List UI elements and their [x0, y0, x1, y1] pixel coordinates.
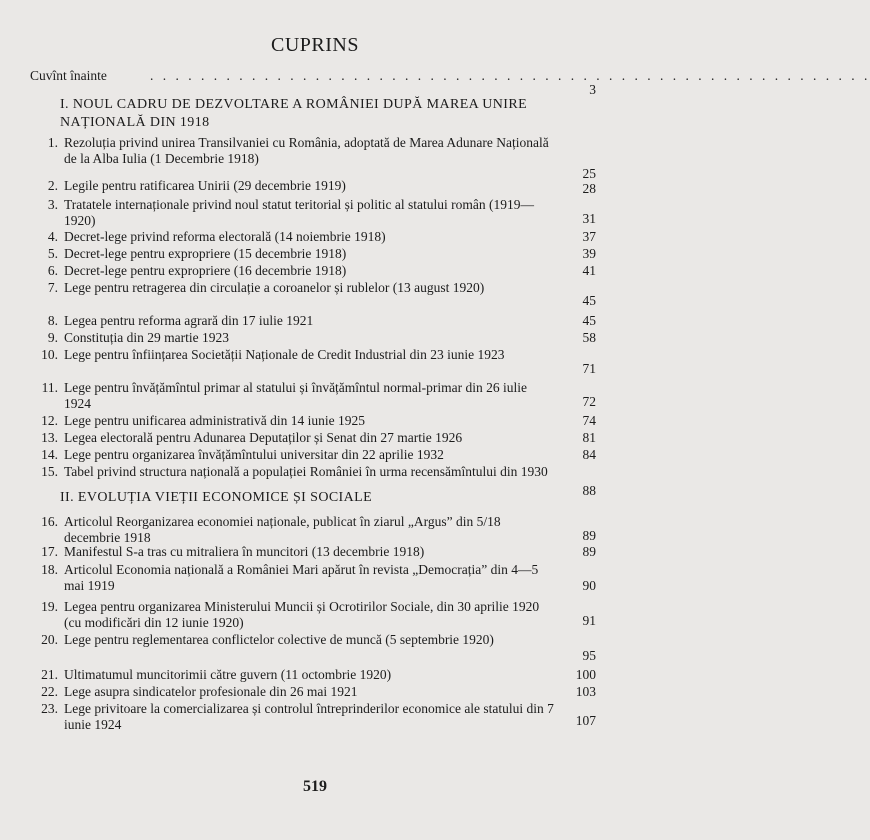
entry-number: 5. [47, 246, 58, 261]
entry-number: 21. [41, 667, 58, 682]
entry-page-number: 58 [582, 330, 596, 345]
entry-title: Legea pentru organizarea Ministerului Muncii și Ocrotirilor Sociale, din 30 aprilie 1920 (cu modificări din 12 iunie 1920) [64, 599, 540, 630]
entry-page-number: 84 [582, 447, 596, 462]
entry-number: 23. [41, 701, 58, 716]
entry-number: 20. [41, 632, 58, 647]
entry-title: Lege pentru înființarea Societății Naționale de Credit Industrial din 23 iunie 1923 [64, 347, 505, 362]
entry-number: 4. [47, 229, 58, 244]
entry-page-number: 89 [582, 544, 596, 559]
entry-number: 17. [41, 544, 58, 559]
entry-number: 22. [41, 684, 58, 699]
entry-page-number: 89 [582, 528, 596, 543]
entry-title: Lege pentru organizarea învățămîntului universitar din 22 aprilie 1932 [64, 447, 444, 462]
entry-number: 1. [47, 135, 58, 150]
entry-title: Legile pentru ratificarea Unirii (29 decembrie 1919) [64, 178, 346, 193]
entry-title: Lege asupra sindicatelor profesionale din 26 mai 1921 [64, 684, 358, 699]
entry-number: 13. [41, 430, 58, 445]
entry-title: Lege privitoare la comercializarea și controlul întreprinderilor economice ale statului din 7 iunie 1924 [64, 701, 554, 732]
entry-title: Ultimatumul muncitorimii către guvern (11 octombrie 1920) [64, 667, 392, 682]
entry-number: 7. [47, 280, 58, 295]
entry-number: 10. [41, 347, 58, 362]
entry-page-number: 91 [582, 613, 596, 628]
entry-page-number: 103 [575, 684, 596, 699]
entry-number: 3. [47, 197, 58, 212]
intro-entry [30, 68, 870, 97]
entry-number: 9. [47, 330, 58, 345]
entry-page-number: 37 [582, 229, 596, 244]
entry-page-number: 25 [582, 166, 596, 181]
intro-page-number: 3 [589, 82, 596, 97]
entry-number: 19. [41, 599, 58, 614]
entry-page-number: 41 [582, 263, 596, 278]
entry-title: Articolul Reorganizarea economiei naționale, publicat în ziarul „Argus” din 5/18 decembrie 1918 [64, 514, 501, 545]
entry-title: Legea pentru reforma agrară din 17 iulie 1921 [64, 313, 314, 328]
entry-number: 16. [41, 514, 58, 529]
entry-title: Manifestul S-a tras cu mitraliera în muncitori (13 decembrie 1918) [64, 544, 425, 559]
entry-number: 15. [41, 464, 58, 479]
entry-title: Articolul Economia națională a României Mari apărut în revista „Democrația” din 4—5 mai 1919 [64, 562, 539, 593]
entry-page-number: 45 [582, 313, 596, 328]
entry-page-number: 90 [582, 578, 596, 593]
entry-page-number: 88 [582, 483, 596, 498]
entry-page-number: 45 [582, 293, 596, 308]
entry-number: 12. [41, 413, 58, 428]
section-heading-1: I. NOUL CADRU DE DEZVOLTARE A ROMÂNIEI DUPĂ MAREA UNIRE NAȚIONALĂ DIN 1918 [60, 97, 528, 130]
entry-number: 8. [47, 313, 58, 328]
entry-title: Tabel privind structura națională a populației României în urma recensămîntului din 1930 [64, 464, 548, 479]
entry-title: Decret-lege pentru expropriere (16 decembrie 1918) [64, 263, 347, 278]
entry-page-number: 71 [582, 361, 596, 376]
entry-number: 14. [41, 447, 58, 462]
entry-title: Lege pentru învățămîntul primar al statului și învățămîntul normal-primar din 26 iulie 1924 [64, 380, 528, 411]
entry-number: 6. [47, 263, 58, 278]
intro-label: Cuvînt înainte [30, 68, 107, 83]
entry-number: 11. [41, 380, 58, 395]
entry-title: Lege pentru unificarea administrativă din 14 iunie 1925 [64, 413, 366, 428]
entry-title: Lege pentru retragerea din circulație a coroanelor și rublelor (13 august 1920) [64, 280, 485, 295]
entry-number: 18. [41, 562, 58, 577]
entry-title: Lege pentru reglementarea conflictelor colective de muncă (5 septembrie 1920) [64, 632, 494, 647]
entry-title: Legea electorală pentru Adunarea Deputaților și Senat din 27 martie 1926 [64, 430, 463, 445]
entry-title: Rezoluția privind unirea Transilvaniei cu România, adoptată de Marea Adunare Națională de la Alba Iulia (1 Decembrie 1918) [64, 135, 549, 166]
entry-page-number: 81 [582, 430, 596, 445]
entry-page-number: 74 [582, 413, 596, 428]
page-title: CUPRINS [271, 34, 359, 56]
entry-page-number: 72 [582, 394, 596, 409]
entry-title: Decret-lege privind reforma electorală (14 noiembrie 1918) [64, 229, 386, 244]
section-heading-2: II. EVOLUȚIA VIEȚII ECONOMICE ȘI SOCIALE [60, 490, 373, 505]
entry-page-number: 31 [582, 211, 596, 226]
entry-number: 2. [47, 178, 58, 193]
entry-title: Tratatele internaționale privind noul statut teritorial și politic al statului român (1919—1920) [64, 197, 535, 228]
entry-page-number: 100 [575, 667, 596, 682]
entry-page-number: 28 [582, 181, 596, 196]
leader-dots: . . . . . . . . . . . . . . . . . . . . . . . . . . . . . . . . . . . . . . . . . . . . . . . . . . . . . . . . . [150, 68, 870, 83]
page-number-footer: 519 [303, 778, 327, 795]
entry-page-number: 39 [582, 246, 596, 261]
entry-page-number: 95 [582, 648, 596, 663]
entry-page-number: 107 [575, 713, 596, 728]
entry-title: Constituția din 29 martie 1923 [64, 330, 229, 345]
entry-title: Decret-lege pentru expropriere (15 decembrie 1918) [64, 246, 347, 261]
